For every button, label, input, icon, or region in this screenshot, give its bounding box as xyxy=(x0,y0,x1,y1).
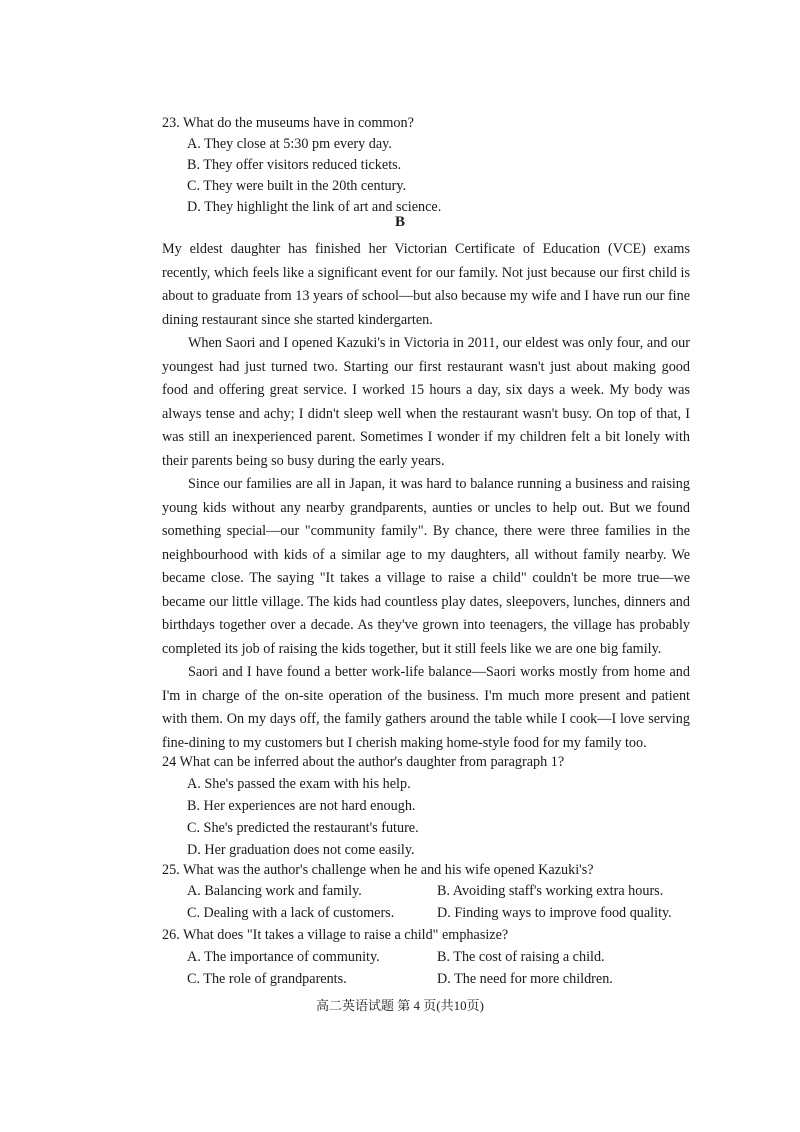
question-24-option-c: C. She's predicted the restaurant's future. xyxy=(187,820,419,836)
question-24-option-a: A. She's passed the exam with his help. xyxy=(187,776,411,792)
page-footer: 高二英语试题 第 4 页(共10页) xyxy=(316,998,484,1013)
question-25-option-c: C. Dealing with a lack of customers. xyxy=(187,905,395,921)
question-25-option-a: A. Balancing work and family. xyxy=(187,883,362,899)
question-26-option-a: A. The importance of community. xyxy=(187,949,380,965)
passage-paragraph-1: My eldest daughter has finished her Victorian Certificate of Education (VCE) exams recently, which feels like a significant event for our family. Not just because our first child is about to graduate from 13 years of school—but also because my wife and I have run our fine dining restaurant since she started kindergarten. xyxy=(162,241,690,328)
question-26-stem: 26. What does "It takes a village to raise a child" emphasize? xyxy=(162,927,509,943)
reading-passage xyxy=(162,238,690,755)
question-24-option-b: B. Her experiences are not hard enough. xyxy=(187,798,416,814)
question-23-option-d: D. They highlight the link of art and science. xyxy=(187,199,442,215)
question-26-option-c: C. The role of grandparents. xyxy=(187,971,347,987)
question-23-option-c: C. They were built in the 20th century. xyxy=(187,178,407,194)
section-b-title: B xyxy=(394,214,405,230)
passage-paragraph-4: Saori and I have found a better work-life balance—Saori works mostly from home and I'm in charge of the on-site operation of the business. I'm much more present and patient with them. On my days off, the family gathers around the table while I cook—I love serving fine-dining to my customers but I cherish making home-style food for my family too. xyxy=(162,664,690,751)
passage-paragraph-3: Since our families are all in Japan, it was hard to balance running a business and raising young kids without any nearby grandparents, aunties or uncles to help out. But we found something special—our "community family". By chance, there were three families in the neighbourhood with kids of a similar age to my daughters, all without family nearby. We became close. The saying "It takes a village to raise a child" couldn't be more true—we became our little village. The kids had countless play dates, sleepovers, lunches, dinners and birthdays together over a decade. As they've grown into teenagers, the village has probably completed its job of raising the kids together, but it still feels like we are one big family. xyxy=(162,476,690,657)
question-25-stem: 25. What was the author's challenge when he and his wife opened Kazuki's? xyxy=(162,862,594,878)
question-23-option-a: A. They close at 5:30 pm every day. xyxy=(187,136,392,152)
question-23-option-b: B. They offer visitors reduced tickets. xyxy=(187,157,402,173)
question-24-option-d: D. Her graduation does not come easily. xyxy=(187,842,415,858)
question-26-option-b: B. The cost of raising a child. xyxy=(437,949,605,965)
question-25-option-d: D. Finding ways to improve food quality. xyxy=(437,905,672,921)
question-23-stem: 23. What do the museums have in common? xyxy=(162,115,414,131)
passage-paragraph-2: When Saori and I opened Kazuki's in Victoria in 2011, our eldest was only four, and our youngest had just turned two. Starting our first restaurant wasn't just about making good food and offering great service. I worked 15 hours a day, six days a week. My body was always tense and achy; I didn't sleep well when the restaurant wasn't busy. On top of that, I was still an inexperienced parent. Sometimes I wonder if my children felt a bit lonely with their parents being so busy during the early years. xyxy=(162,335,690,469)
question-26-option-d: D. The need for more children. xyxy=(437,971,613,987)
question-25-option-b: B. Avoiding staff's working extra hours. xyxy=(437,883,664,899)
question-24-stem: 24 What can be inferred about the author's daughter from paragraph 1? xyxy=(162,754,565,770)
